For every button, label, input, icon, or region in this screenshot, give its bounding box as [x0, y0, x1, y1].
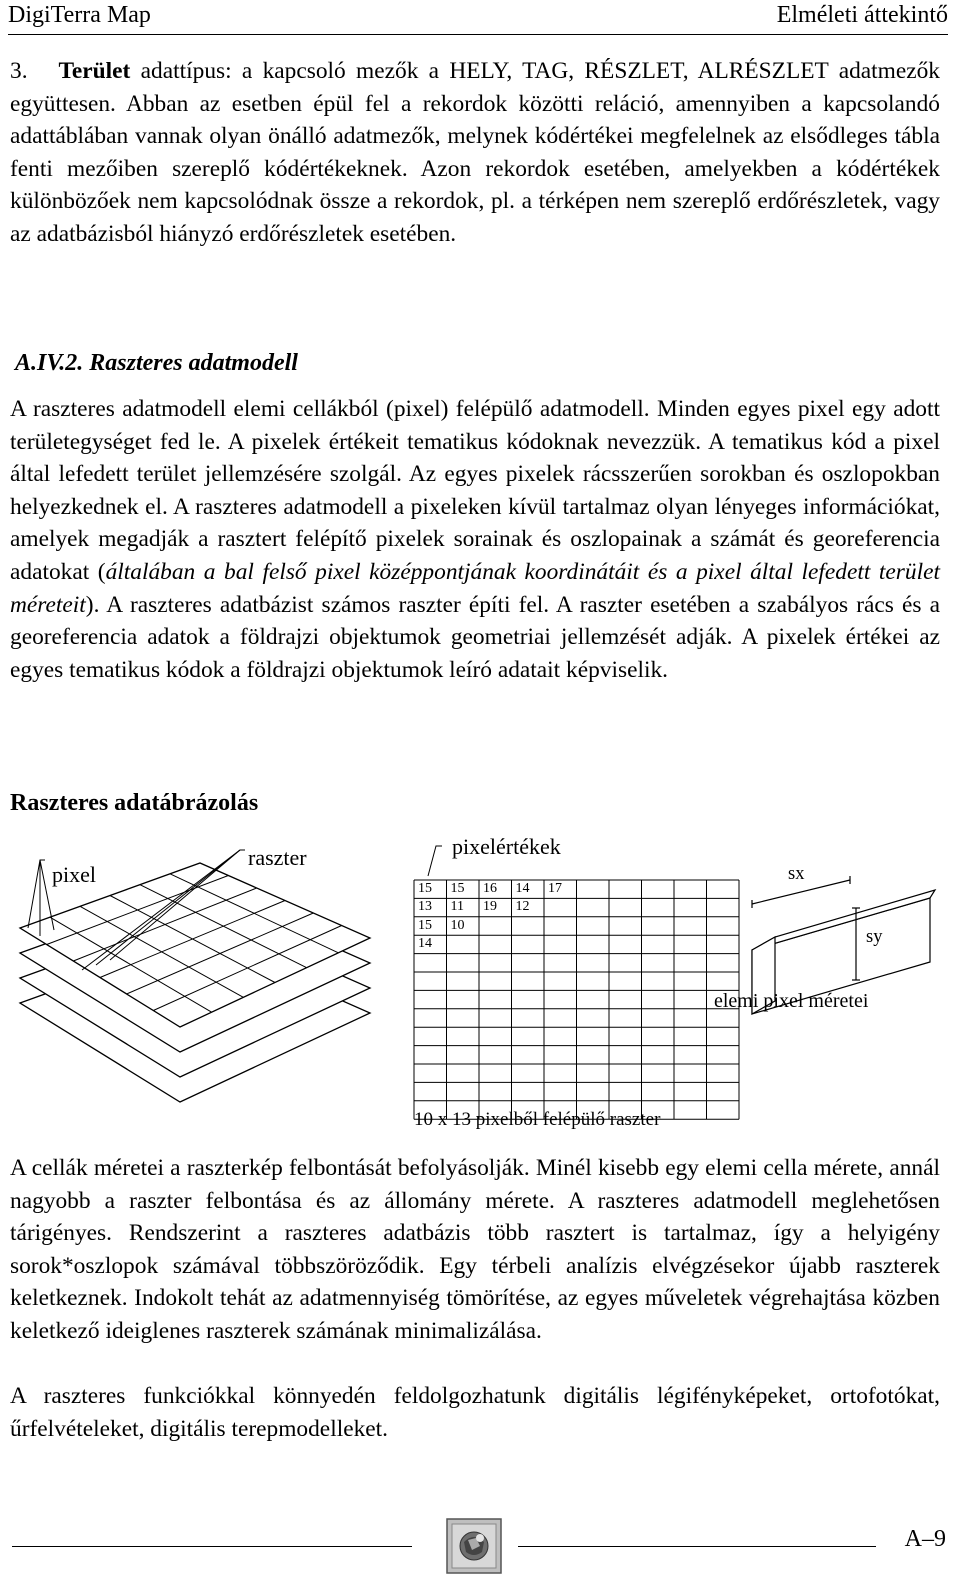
label-pixel: pixel [52, 862, 96, 887]
pixel-value: 16 [483, 881, 497, 896]
item-3-paragraph [10, 55, 940, 251]
item-term: Terület [58, 58, 131, 84]
pixel-value: 19 [483, 899, 497, 915]
raster-grid-10x13 [414, 880, 739, 1119]
label-pixelertekek: pixelértékek [452, 834, 561, 859]
raster-model-paragraph [10, 393, 940, 686]
footer-rule-right [518, 1546, 876, 1547]
raster-figure [0, 830, 960, 1140]
item-number: 3. [10, 58, 28, 84]
label-raszter: raszter [248, 845, 307, 870]
raster-functions-paragraph: A raszteres funkciókkal könnyedén feldolgozhatunk digitális légifényképeket, ortofotókat, űrfelvételeket, digitális terepmodelleket. [10, 1383, 940, 1442]
label-sx: sx [788, 864, 805, 884]
pixel-value: 11 [450, 899, 464, 915]
raster-diagram [0, 830, 960, 1140]
pixel-value: 13 [418, 899, 432, 915]
page-footer [0, 1500, 960, 1588]
label-elemi-pixel: elemi pixel méretei [714, 990, 869, 1012]
raster-text-b: ). A raszteres adatbázist számos raszter építi fel. A raszter esetében a szabályos rács és a georeferencia adatok a földrajzi objektumok geometriai jellemzését adják. A pixelek értékei az egyes tematikus kódok a földrajzi objektumok leíró adatait képviselik. [10, 591, 940, 683]
pixel-value: 10 [450, 917, 465, 933]
digiterra-logo-icon [446, 1518, 502, 1574]
page-header [8, 0, 948, 35]
pixel-value: 14 [515, 881, 530, 896]
pixel-value: 15 [450, 881, 465, 896]
page-number: A–9 [904, 1526, 946, 1552]
footer-rule-left [12, 1546, 412, 1547]
pixel-value: 15 [418, 917, 432, 933]
figure-caption: 10 x 13 pixelből felépülő raszter [414, 1109, 661, 1130]
raster-text-a: A raszteres adatmodell elemi cellákból (pixel) felépülő adatmodell. Minden egyes pixel egy adott területegységet fed le. A pixelek értékeit tematikus kódoknak nevezzük. A tematikus kód a pixel által lefedett terület jellemzésére szolgál. Az egyes pixelek rácsszerűen sorokban és oszlopokban helyezkednek el. A raszteres adatmodell a pixeleken kívül tartalmaz olyan lényeges információkat, amelyek megadják a rasztert felépítő pixelek sorainak és oszlopainak a számát és georeferencia adatokat ( [10, 396, 940, 585]
pixel-value: 17 [548, 881, 562, 896]
section-heading: A.IV.2. Raszteres adatmodell [15, 350, 298, 376]
cell-size-paragraph: A cellák méretei a raszterkép felbontását befolyásolják. Minél kisebb egy elemi cella mérete, annál nagyobb a raszter felbontása és az állomány mérete. A raszteres adatmodell meglehetősen tárigényes. Rendszerint a raszteres adatbázis több rasztert is tartalmaz, így a helyigény sorok*oszlopok számával többszöröződik. Egy térbeli analízis elvégzésekor újabb raszterek keletkeznek. Indokolt tehát az adatmennyiség tömörítése, az egyes műveletek végrehajtása közben keletkező ideiglenes raszterek számának minimalizálása. [10, 1155, 940, 1344]
label-sy: sy [866, 927, 883, 947]
header-title: DigiTerra Map [8, 2, 151, 28]
subheading: Raszteres adatábrázolás [10, 790, 259, 816]
raster-text-italic: általában a bal felső pixel középpontjának koordinátáit és a pixel által lefedett terület méreteit [10, 558, 940, 618]
pixel-value: 15 [418, 881, 432, 896]
header-chapter: Elméleti áttekintő [776, 2, 948, 28]
item-text: adattípus: a kapcsoló mezők a HELY, TAG, RÉSZLET, ALRÉSZLET adatmezők együttesen. Abban az esetben épül fel a rekordok közötti reláció, amennyiben a kapcsolandó adattáblában vannak olyan önálló adatmezők, melynek kódértékei megfelelnek az elsődleges tábla fenti mezőiben szereplő kódértékeknek. Azon rekordok esetében, amelyekben a kódértékek különbözőek nem kapcsolódnak össze a rekordok, pl. a térképen nem szereplő erdőrészletek, vagy az adatbázisból hiányzó erdőrészletek esetében. [10, 58, 941, 247]
pixel-value: 12 [515, 899, 530, 915]
pixel-value: 14 [418, 936, 432, 952]
